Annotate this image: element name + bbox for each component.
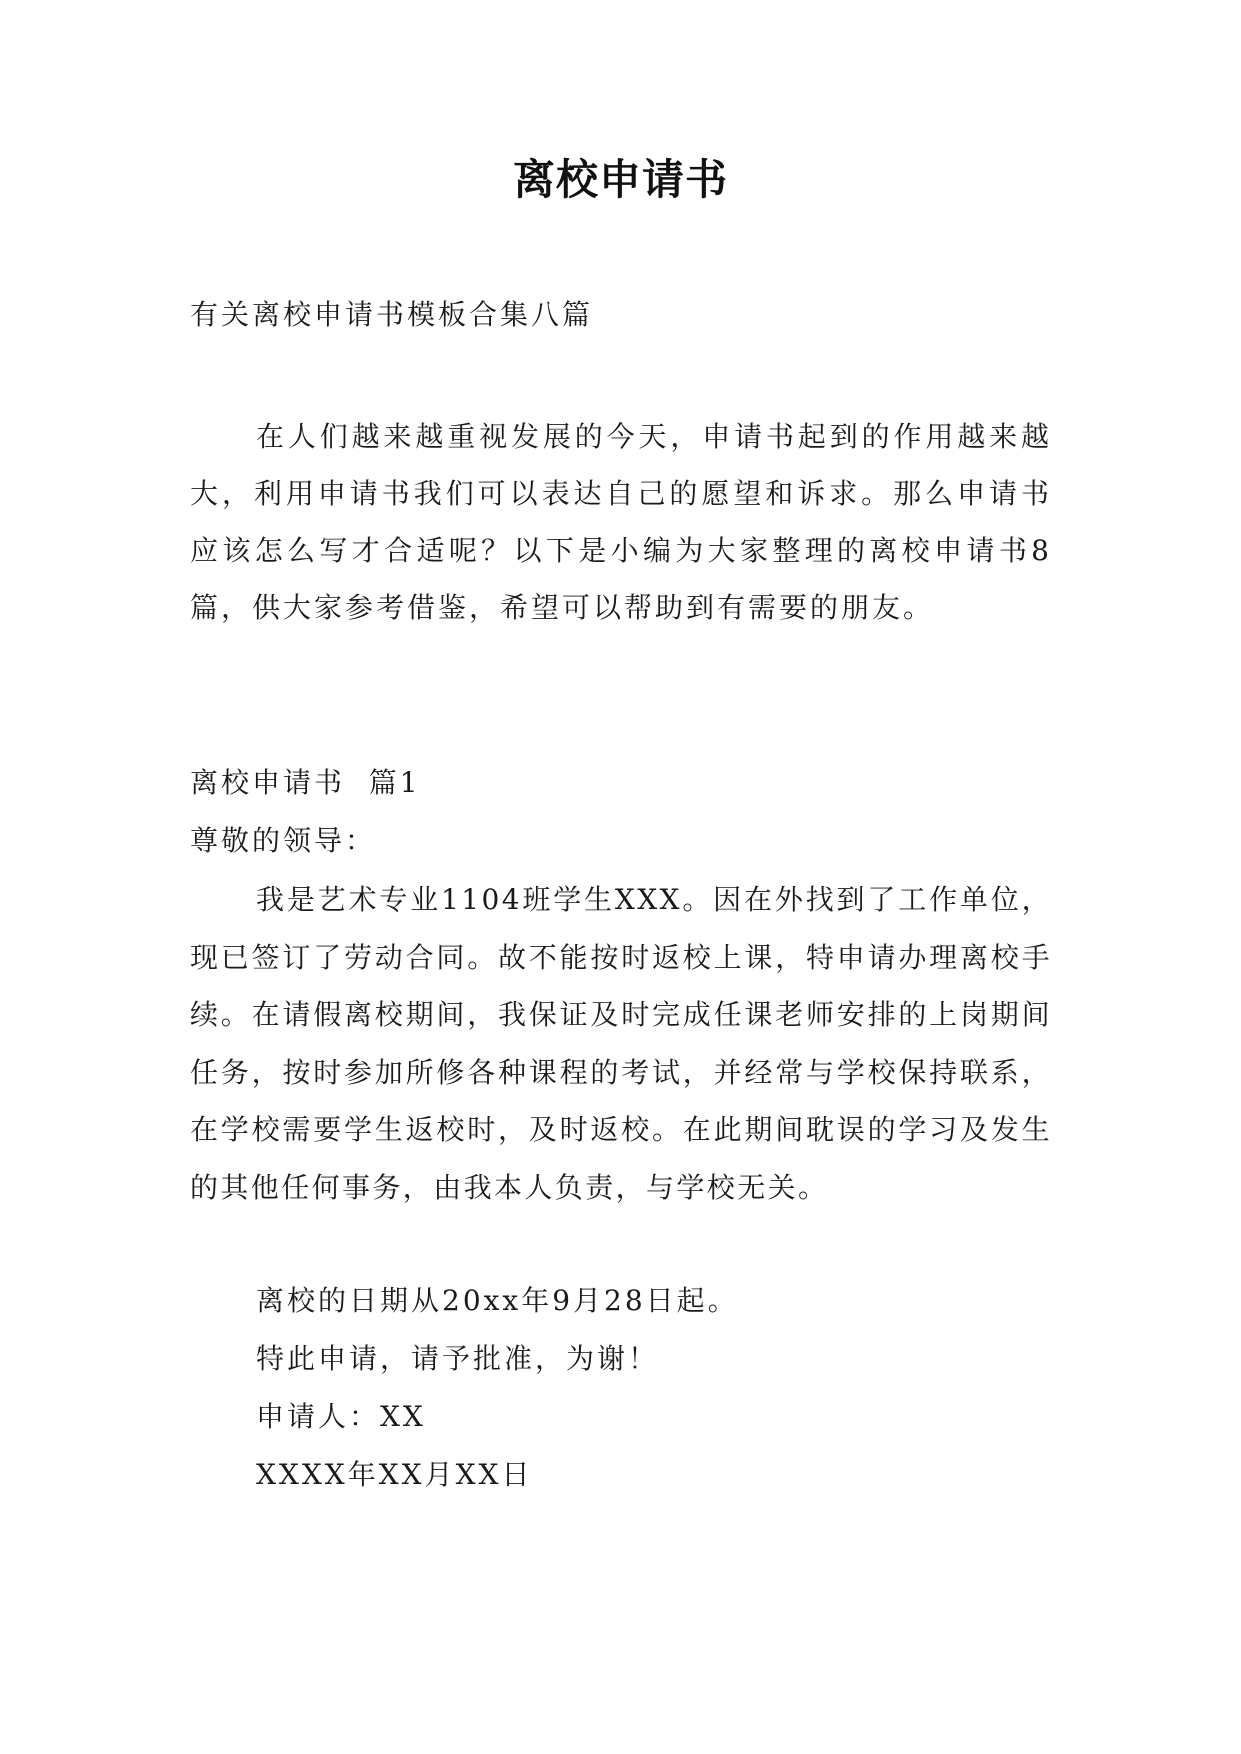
document-subtitle: 有关离校申请书模板合集八篇: [190, 298, 594, 331]
document-title: 离校申请书: [512, 155, 728, 204]
application-body: 我是艺术专业1104班学生XXX。因在外找到了工作单位，现已签订了劳动合同。故不能按时返校上课，特申请办理离校手续。在请假离校期间，我保证及时完成任课老师安排的上岗期间任务，按时参加所修各种课程的考试，并经常与学校保持联系，在学校需要学生返校时，及时返校。在此期间耽误的学习及发生的其他任何事务，由我本人负责，与学校无关。: [190, 883, 1052, 1204]
signature-date: XXXX年XX月XX日: [256, 1458, 533, 1491]
closing-line: 特此申请，请予批准，为谢！: [256, 1342, 660, 1375]
applicant-line: 申请人：XX: [256, 1400, 426, 1433]
section-heading: 离校申请书 篇1: [190, 766, 421, 799]
salutation: 尊敬的领导：: [190, 824, 377, 857]
leave-date-line: 离校的日期从20xx年9月28日起。: [256, 1284, 739, 1317]
intro-paragraph: 在人们越来越重视发展的今天，申请书起到的作用越来越大，利用申请书我们可以表达自己的愿望和诉求。那么申请书应该怎么写才合适呢？以下是小编为大家整理的离校申请书8篇，供大家参考借鉴，希望可以帮助到有需要的朋友。: [190, 420, 1052, 624]
